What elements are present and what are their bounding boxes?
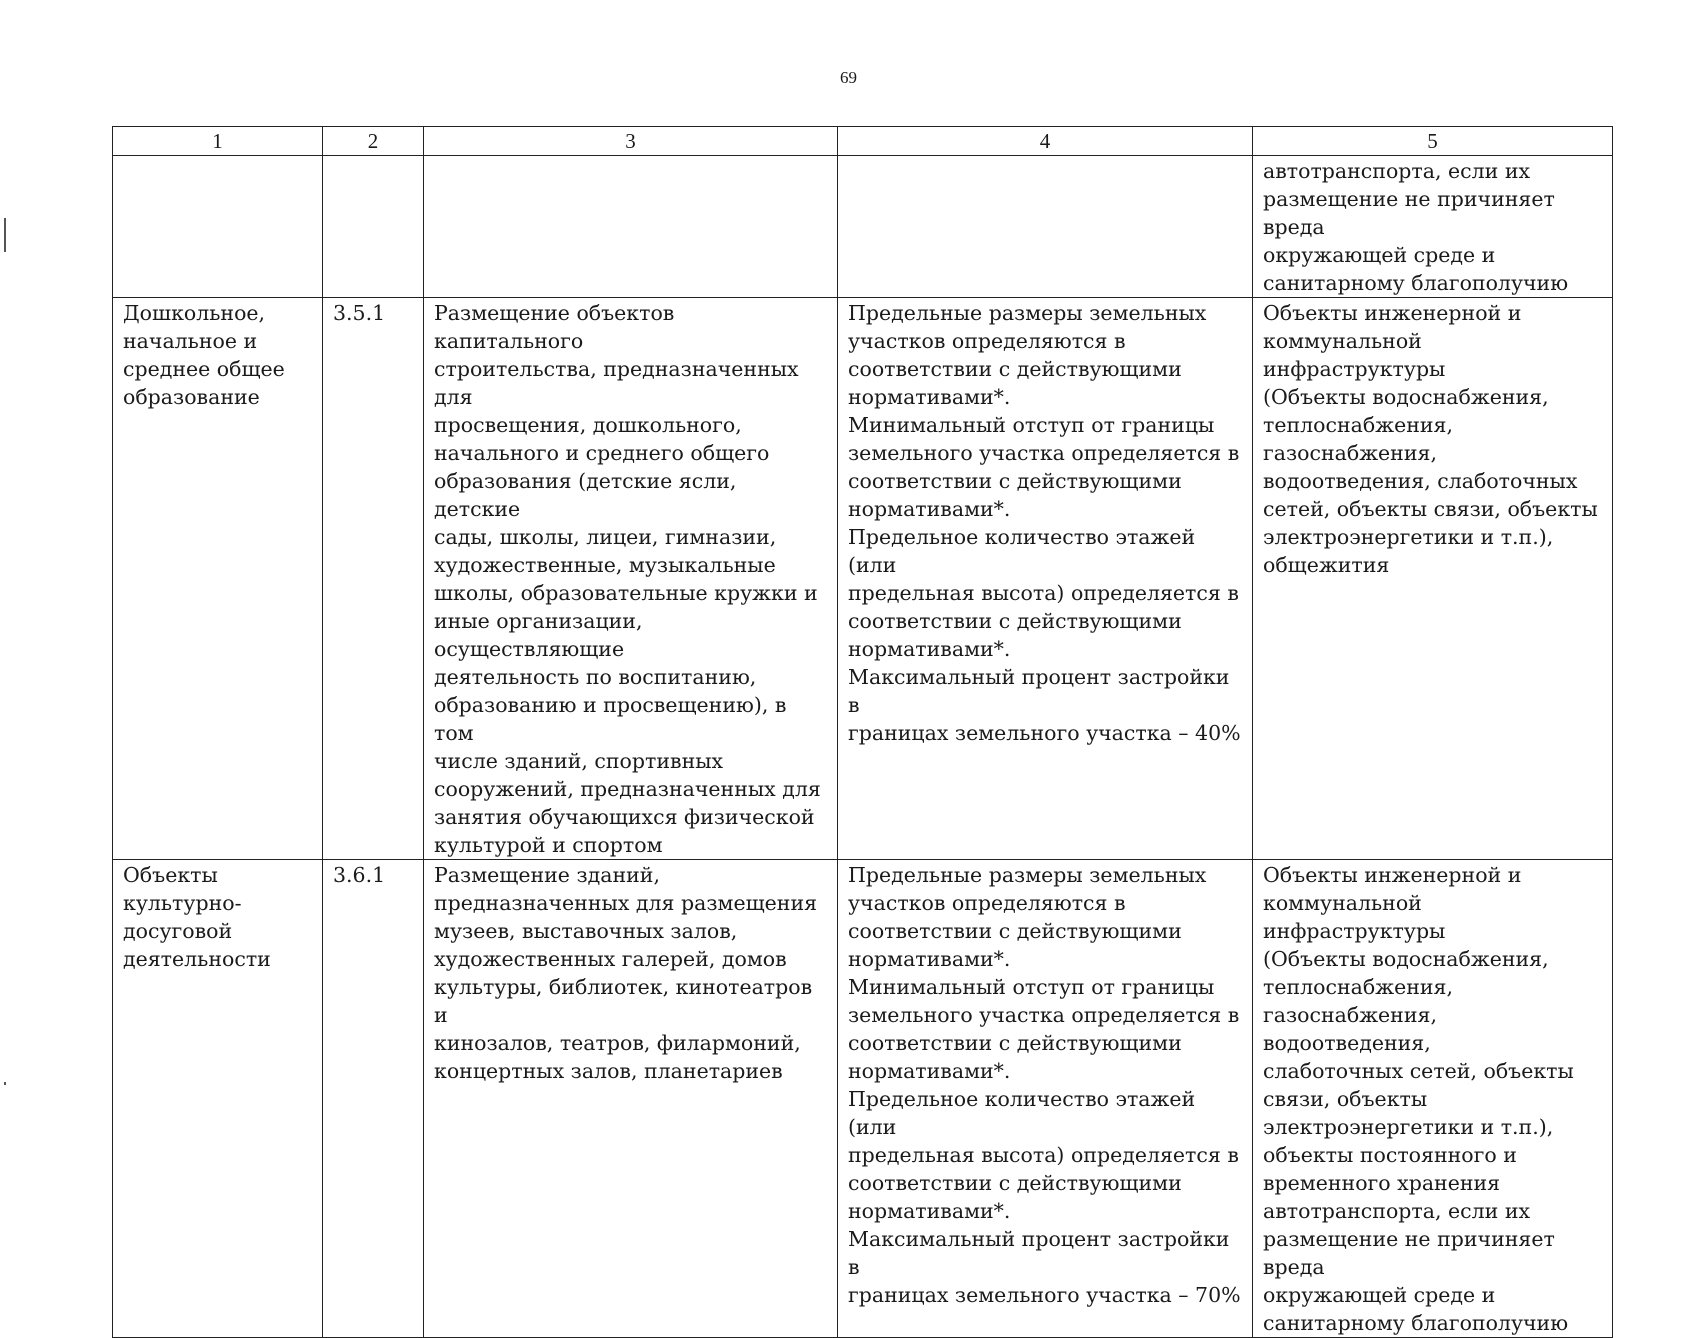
row-1-name bbox=[113, 298, 323, 860]
table-header-row bbox=[113, 127, 1613, 156]
row-1-parameters bbox=[838, 298, 1253, 860]
cell-text: автотранспорта, если их размещение не причиняет вреда окружающей среде и санитарному благополучию bbox=[1263, 159, 1569, 295]
row-1-description bbox=[424, 298, 838, 860]
cell-text: 3.5.1 bbox=[333, 301, 386, 325]
cell-text: Объекты культурно- досуговой деятельности bbox=[123, 863, 271, 971]
column-header-3: 3 bbox=[424, 127, 838, 156]
scan-artifact-mark-bottom bbox=[4, 1082, 6, 1085]
row-2-name bbox=[113, 860, 323, 1338]
table-row bbox=[113, 298, 1613, 860]
row-0-code bbox=[323, 156, 424, 298]
column-header-1: 1 bbox=[113, 127, 323, 156]
land-use-table bbox=[112, 126, 1613, 1338]
cell-text: Предельные размеры земельных участков определяются в соответствии с действующими нормативами*. Минимальный отступ от границы земельного участка определяется в соответствии с действующими нормативами*. Предельное количество этажей (или предельная высота) определяется в соответствии с действующими нормативами*. Максимальный процент застройки в границах земельного участка – 40% bbox=[848, 301, 1241, 745]
row-0-name bbox=[113, 156, 323, 298]
row-0-auxiliary bbox=[1253, 156, 1613, 298]
column-header-4: 4 bbox=[838, 127, 1253, 156]
row-1-code bbox=[323, 298, 424, 860]
table-row bbox=[113, 860, 1613, 1338]
column-header-5: 5 bbox=[1253, 127, 1613, 156]
scan-artifact-mark bbox=[4, 218, 6, 252]
row-0-description bbox=[424, 156, 838, 298]
row-2-code bbox=[323, 860, 424, 1338]
cell-text: Объекты инженерной и коммунальной инфраструктуры (Объекты водоснабжения, теплоснабжения, газоснабжения, водоотведения, слаботочных сетей, объекты связи, объекты электроэнергетики и т.п.), общежития bbox=[1263, 301, 1598, 577]
cell-text: Дошкольное, начальное и среднее общее образование bbox=[123, 301, 285, 409]
row-2-auxiliary bbox=[1253, 860, 1613, 1338]
column-header-2: 2 bbox=[323, 127, 424, 156]
cell-text: Объекты инженерной и коммунальной инфраструктуры (Объекты водоснабжения, теплоснабжения, газоснабжения, водоотведения, слаботочных сетей, объекты связи, объекты электроэнергетики и т.п.), объекты постоянного и временного хранения автотранспорта, если их размещение не причиняет вреда окружающей среде и санитарному благополучию bbox=[1263, 863, 1574, 1335]
row-0-parameters bbox=[838, 156, 1253, 298]
row-1-auxiliary bbox=[1253, 298, 1613, 860]
cell-text: Предельные размеры земельных участков определяются в соответствии с действующими нормативами*. Минимальный отступ от границы земельного участка определяется в соответствии с действующими нормативами*. Предельное количество этажей (или предельная высота) определяется в соответствии с действующими нормативами*. Максимальный процент застройки в границах земельного участка – 70% bbox=[848, 863, 1241, 1307]
cell-text: 3.6.1 bbox=[333, 863, 386, 887]
row-2-parameters bbox=[838, 860, 1253, 1338]
cell-text: Размещение зданий, предназначенных для размещения музеев, выставочных залов, художественных галерей, домов культуры, библиотек, кинотеатров и кинозалов, театров, филармоний, концертных залов, планетариев bbox=[434, 863, 818, 1083]
row-2-description bbox=[424, 860, 838, 1338]
page-number: 69 bbox=[840, 68, 857, 87]
table-row bbox=[113, 156, 1613, 298]
cell-text: Размещение объектов капитального строительства, предназначенных для просвещения, дошкольного, начального и среднего общего образования (детские ясли, детские сады, школы, лицеи, гимназии, художественные, музыкальные школы, образовательные кружки и иные организации, осуществляющие деятельность по воспитанию, образованию и просвещению), в том числе зданий, спортивных сооружений, предназначенных для занятия обучающихся физической культурой и спортом bbox=[434, 301, 821, 857]
